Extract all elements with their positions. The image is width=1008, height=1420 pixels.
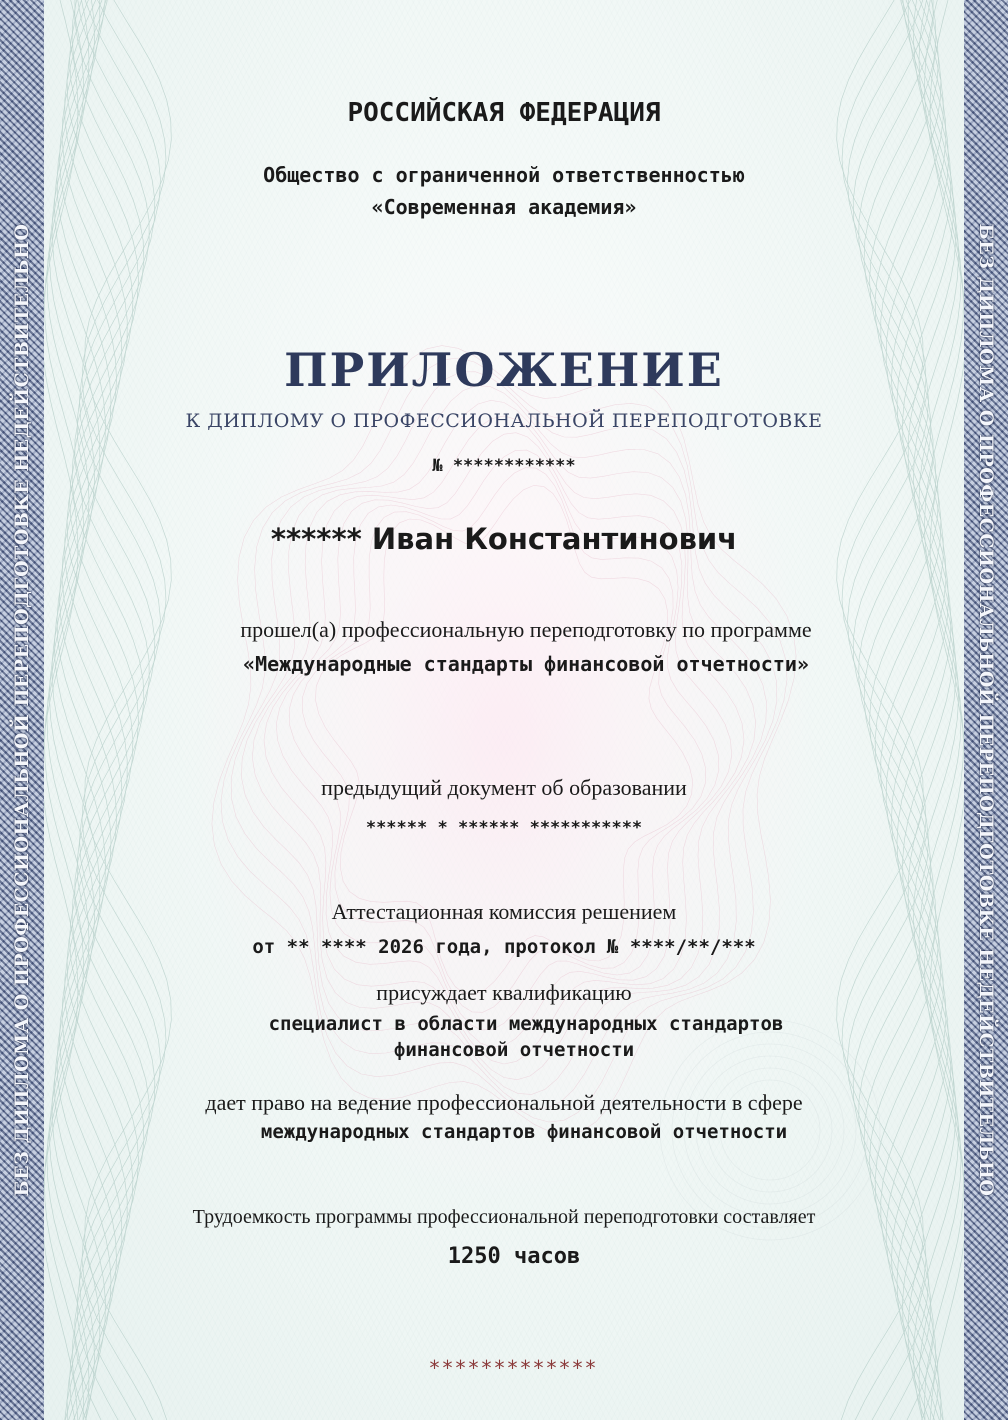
left-security-border [0, 0, 44, 1420]
qualification-line-1: специалист в области международных стандартов [268, 1013, 784, 1035]
rights-label: дает право на ведение профессиональной деятельности в сфере [205, 1090, 803, 1115]
previous-doc-value: ****** * ****** *********** [365, 818, 643, 838]
serial-number: ************* [429, 1356, 599, 1380]
right-security-border [964, 0, 1008, 1420]
country-name: РОССИЙСКАЯ ФЕДЕРАЦИЯ [347, 98, 661, 128]
document-subtitle: К ДИПЛОМУ О ПРОФЕССИОНАЛЬНОЙ ПЕРЕПОДГОТОВКЕ [185, 410, 823, 432]
document-number: № ************ [432, 456, 576, 476]
holder-name: ****** Иван Константинович [270, 522, 738, 556]
right-border-text: БЕЗ ДИПЛОМА О ПРОФЕССИОНАЛЬНОЙ ПЕРЕПОДГОТОВКЕ НЕДЕЙСТВИТЕЛЬНО [975, 223, 997, 1197]
document-title: ПРИЛОЖЕНИЕ [284, 343, 724, 397]
qualification-line-2: финансовой отчетности [393, 1039, 635, 1061]
org-type: Общество с ограниченной ответственностью [263, 163, 745, 187]
commission-label: Аттестационная комиссия решением [331, 899, 677, 924]
workload-value: 1250 часов [447, 1244, 581, 1269]
program-intro: прошел(а) профессиональную переподготовку по программе [240, 617, 812, 642]
commission-decision: от ** **** 2026 года, протокол № ****/**/*** [252, 936, 756, 958]
program-name: «Международные стандарты финансовой отчетности» [243, 652, 809, 676]
workload-label: Трудоемкость программы профессиональной переподготовки составляет [192, 1206, 816, 1228]
awards-label: присуждает квалификацию [376, 980, 632, 1005]
previous-doc-label: предыдущий документ об образовании [321, 775, 687, 800]
org-name: «Современная академия» [371, 195, 637, 219]
rights-field: международных стандартов финансовой отчетности [260, 1121, 788, 1143]
left-border-text: БЕЗ ДИПЛОМА О ПРОФЕССИОНАЛЬНОЙ ПЕРЕПОДГОТОВКЕ НЕДЕЙСТВИТЕЛЬНО [11, 223, 33, 1197]
